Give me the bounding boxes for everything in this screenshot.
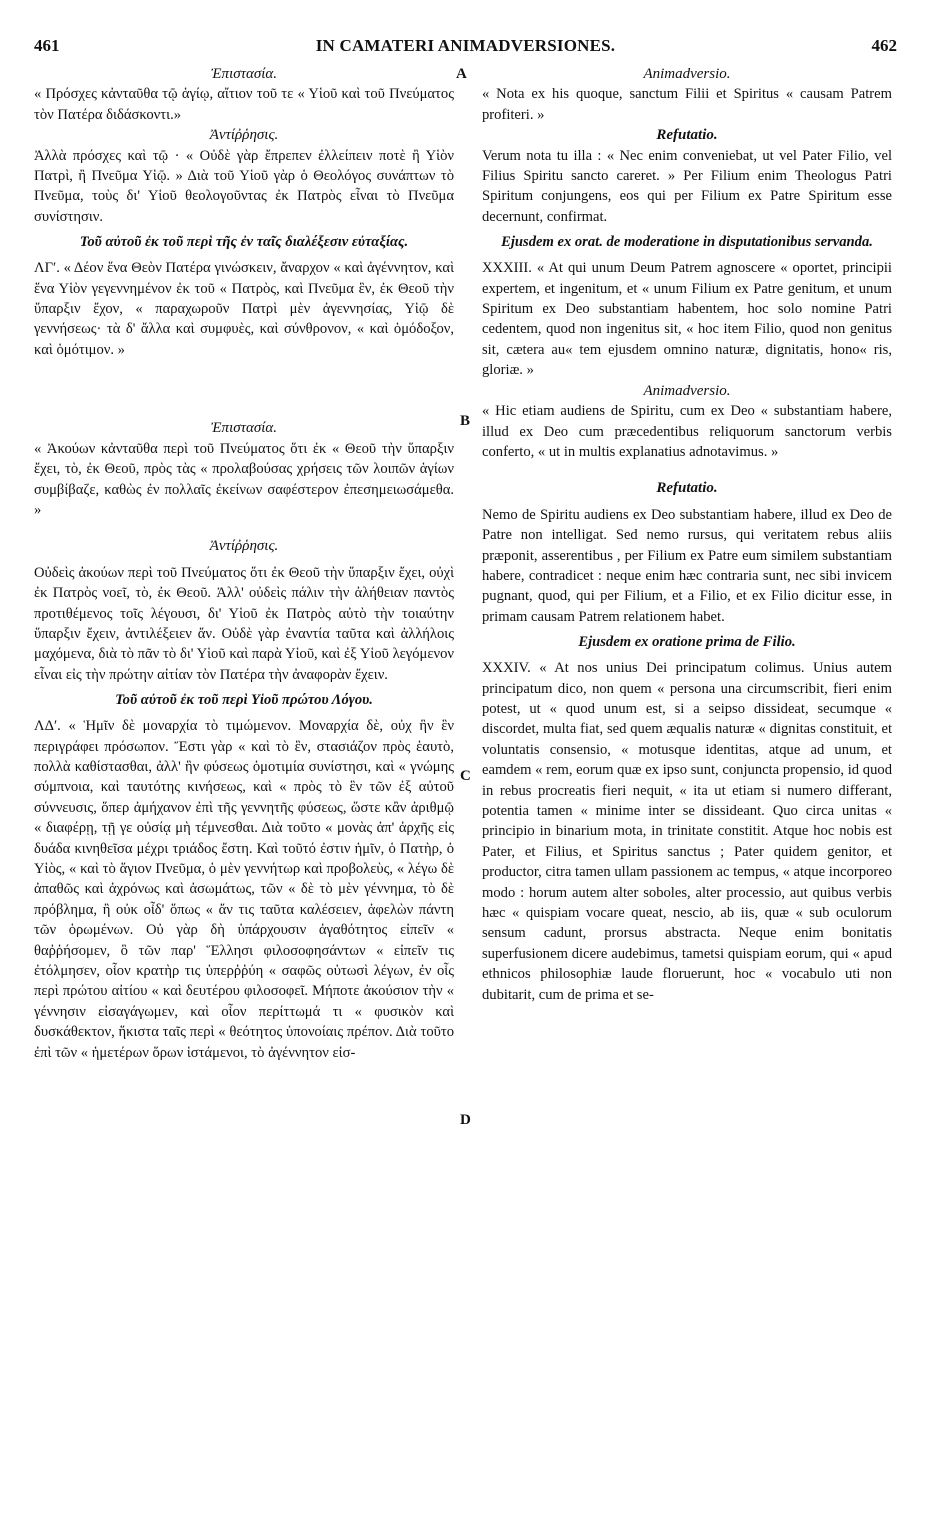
latin-paragraph-6: XXXIV. « At nos unius Dei principatum colimus. Unius autem principatum dico, non quem « persona una circumscribit, fieri enim potest, ut « quod unum est, si a seipso dissideat, secumque « discordet, multa fiat, sed quem æqualis naturæ « dignitas constituit, et voluntatis consensio, « motusque identitas, atque ad unum, et eamdem « rem, eorum quæ ex ipso sunt, conjuncta propensio, id quod in rebus procreatis fieri nequit, « ita ut etiam si numero differant, potentia tamen « minime inter se dissideant. Quo circa unitas « principio in binarium mota, in trinitate constitit. Atque hoc nobis est Pater, et Filius, et Spiritus sanctus ; Pater quidem genitor, et productor, citra tamen ullam passionem ac tempus, « atque incorporeo modo : horum autem alter soboles, alter processio, aut quibus verbis hæc « quispiam vocare queat, nescio, ab iis, quæ « sub oculorum sensum cadunt, prorsus abstracta. Neque enim bonitatis superfusionem dicere audebimus, tametsi quispiam eorum, qui « apud ethnicos philosophiæ laude floruerunt, hoc « vocabulo uti non dubitarit, cum de prima et se- bbox=[482, 660, 892, 1003]
heading-animadversio-2: Animadversio. bbox=[643, 382, 731, 399]
greek-paragraph-4: « Ἀκούων κἀνταῦθα περὶ τοῦ Πνεύματος ὅτι ἐκ « Θεοῦ τὴν ὕπαρξιν ἔχει, τὸ, ἐκ Θεοῦ, πρὸς τὰς « προλαβούσας χρήσεις τῶν λοιπῶν ἁγίων συμβίβαζε, καθὼς ἐν πολλαῖς ἐκείνων σαφέστερον ἐπεσημειωσάμεθα. » bbox=[34, 440, 454, 518]
greek-source-heading-2: Τοῦ αὐτοῦ ἐκ τοῦ περὶ Υἱοῦ πρώτου Λόγου. bbox=[115, 692, 373, 709]
heading-refutatio-2: Refutatio. bbox=[656, 480, 718, 497]
page-number-right: 462 bbox=[871, 36, 897, 55]
heading-antirrhesis-2: Ἀντίῤῥησις. bbox=[209, 538, 279, 555]
latin-paragraph-1: « Nota ex his quoque, sanctum Filii et Spiritus « causam Patrem profiteri. » bbox=[482, 86, 892, 123]
margin-letter-a: A bbox=[456, 66, 467, 82]
heading-animadversio-1: Animadversio. bbox=[643, 66, 731, 82]
margin-letter-b: B bbox=[460, 413, 471, 429]
latin-paragraph-5: Nemo de Spiritu audiens ex Deo substantiam habere, illud ex Deo de Patre non intelligat. Sed nemo rursus, qui veritatem rebus aliis præponit, asserentibus , per Filium ex Patre eum similem substantiam habere, contradicet : neque enim hæc contraria sunt, nec sibi invicem pugnant, quod, qui per Filium, et a Filio, et ex Filio dicitur esse, in primam causam Patrem relationem habet. bbox=[482, 506, 892, 625]
latin-paragraph-2: Verum nota tu illa : « Nec enim conveniebat, ut vel Pater Filio, vel Filius Spiritu sancto careret. » Per Filium enim Theologus Patri Spiritum conjungens, eos qui per Filium ex Patre Spiritum esse decernunt, confirmat. bbox=[482, 147, 892, 225]
page-header bbox=[34, 36, 897, 60]
latin-column bbox=[482, 64, 892, 1005]
latin-source-heading-1: Ejusdem ex orat. de moderatione in disputationibus servanda. bbox=[501, 234, 873, 251]
latin-paragraph-4: « Hic etiam audiens de Spiritu, cum ex Deo « substantiam habere, illud ex Deo cum præcedentibus reliquorum sanctorum verbis conferto, « ut in multis explanatius adnotavimus. » bbox=[482, 403, 892, 460]
margin-letter-c: C bbox=[460, 768, 471, 784]
latin-source-heading-2: Ejusdem ex oratione prima de Filio. bbox=[578, 634, 796, 651]
heading-epistasia-2: Ἐπιστασία. bbox=[210, 420, 278, 437]
greek-column bbox=[34, 64, 454, 1063]
page-number-left: 461 bbox=[34, 36, 60, 55]
greek-paragraph-6: ΛΔʹ. « Ἡμῖν δὲ μοναρχία τὸ τιμώμενον. Μοναρχία δὲ, οὐχ ἣν ἓν περιγράφει πρόσωπον. Ἔστι γὰρ « καὶ τὸ ἓν, στασιάζον πρὸς ἑαυτὸ, πολλὰ καθίστασθαι, ἀλλ' ἣν φύσεως ὁμοτιμία συνίστησι, καὶ « γνώμης σύμπνοια, καὶ ταυτότης κινήσεως, καὶ « πρὸς τὸ ἓν τῶν ἐξ αὐτοῦ σύννευσις, ὅπερ ἀμήχανον ἐπὶ τῆς γεννητῆς φύσεως, ὥστε κἂν ἀριθμῷ « διαφέρῃ, τῇ γε οὐσίᾳ μὴ τέμνεσθαι. Διὰ τοῦτο « μονὰς ἀπ' ἀρχῆς εἰς δυάδα κινηθεῖσα μέχρι τριάδος ἔστη. Καὶ τοῦτό ἐστιν ἡμῖν, ὁ Πατὴρ, ὁ Υἱὸς, « καὶ τὸ ἅγιον Πνεῦμα, ὁ μὲν γεννήτωρ καὶ προβολεὺς, « λέγω δὲ ἀπαθῶς καὶ ἀχρόνως καὶ ἀσωμάτως, τῶν « δὲ τὸ μὲν γέννημα, τὸ δὲ πρόβλημα, ἢ οὐκ οἶδ' ὅπως « ἄν τις ταῦτα καλέσειεν, ἀφελὼν πάντη τῶν ὁρωμένων. Οὐ γὰρ δὴ ὑπάρχουσιν ἀγαθότητος εἰπεῖν « θαῤῥήσομεν, ὃ τῶν παρ' Ἕλλησι φιλοσοφησάντων « εἰπεῖν τις ἐτόλμησεν, οἷον κρατὴρ τις ὑπερῤῥύη « σαφῶς οὑτωσὶ λέγων, ἐν οἷς περὶ πρώτου αἰτίου « καὶ δευτέρου φιλοσοφεῖ. Μήποτε ἀκούσιον τὴν « γέννησιν εἰσαγάγωμεν, καὶ οἷον περίττωμά τι « φυσικὸν καὶ δυσκάθεκτον, ἥκιστα ταῖς περὶ « θεότητος ὑπονοίαις πρέπον. Διὰ τοῦτο ἐπὶ τῶν « ἡμετέρων ὅρων ἱστάμενοι, τὸ ἀγέννητον εἰσ- bbox=[34, 718, 454, 1061]
greek-paragraph-5: Οὐδεὶς ἀκούων περὶ τοῦ Πνεύματος ὅτι ἐκ Θεοῦ τὴν ὕπαρξιν ἔχει, οὐχὶ ἐκ Πατρὸς νοεῖ, τὸ, ἐκ Θεοῦ. Ἀλλ' οὐδεὶς πάλιν τὴν ἀλήθειαν παντὸς προτιθέμενος τοῖς λέγουσι, δι' Υἱοῦ ἐκ Πατρὸς αὐτὸ τὴν τοιαύτην ὕπαρξιν ἔχειν, ἀντιλέξειεν ἄν. Οὐδὲ γὰρ ἐναντία ταῦτα καὶ ἀλλήλοις μαχόμενα, διὰ τὸ πᾶν τὸ δι' Υἱοῦ καὶ παρὰ Υἱοῦ, καὶ ἐξ Υἱοῦ λεγόμενον εἶναι εἰς τὴν πρώτην αἰτίαν τὸν Πατέρα τὴν ἀναφορὰν ἔχειν. bbox=[34, 564, 454, 683]
heading-antirrhesis-1: Ἀντίῤῥησις. bbox=[209, 127, 279, 144]
margin-letter-d: D bbox=[460, 1112, 471, 1128]
greek-paragraph-2: Ἀλλὰ πρόσχες καὶ τῷ · « Οὐδὲ γὰρ ἔπρεπεν ἐλλείπειν ποτὲ ἢ Υἱὸν Πατρὶ, ἢ Πνεῦμα Υἱῷ. » Διὰ τοῦ Υἱοῦ γὰρ ὁ Θεολόγος συνάπτων τὸ Πνεῦμα, τοὺς δι' Υἱοῦ θεολογοῦντας ἐκ Πατρὸς εἶναι τὸ Πνεῦμα συνίστησιν. bbox=[34, 147, 454, 225]
running-title: IN CAMATERI ANIMADVERSIONES. bbox=[315, 36, 616, 55]
greek-paragraph-1: « Πρόσχες κἀνταῦθα τῷ ἁγίῳ, αἴτιον τοῦ τε « Υἱοῦ καὶ τοῦ Πνεύματος τὸν Πατέρα διδάσκοντι.» bbox=[34, 86, 454, 123]
greek-source-heading-1: Τοῦ αὐτοῦ ἐκ τοῦ περὶ τῆς ἐν ταῖς διαλέξεσιν εὐταξίας. bbox=[79, 234, 409, 251]
heading-refutatio-1: Refutatio. bbox=[656, 127, 718, 144]
latin-paragraph-3: XXXIII. « At qui unum Deum Patrem agnoscere « oportet, principii expertem, et ingenitum, et « unum Filium ex Patre genitum, et unum Spiritum ex Deo substantiam habentem, hoc solo nomine Patri cedentem, quod non ingenitus sit, « hoc item Filio, quod non genitus sit, cætera au« tem ejusdem omnino naturæ, dignitatis, hono« ris, gloriæ. » bbox=[482, 260, 892, 379]
greek-paragraph-3: ΛΓʹ. « Δέον ἕνα Θεὸν Πατέρα γινώσκειν, ἄναρχον « καὶ ἀγέννητον, καὶ ἕνα Υἱὸν γεγεννημένον ἐκ τοῦ « Πατρὸς, καὶ Πνεῦμα ἓν, ἐκ Θεοῦ τὴν ὕπαρξιν ἔχον, « παραχωροῦν Πατρὶ μὲν ἀγεννησίας, Υἱῷ δὲ γεννήσεως· τὰ δ' ἄλλα καὶ συμφυὲς, καὶ σύνθρονον, « καὶ ὁμόδοξον, καὶ ὁμότιμον. » bbox=[34, 260, 454, 358]
heading-epistasia-1: Ἐπιστασία. bbox=[210, 66, 278, 82]
